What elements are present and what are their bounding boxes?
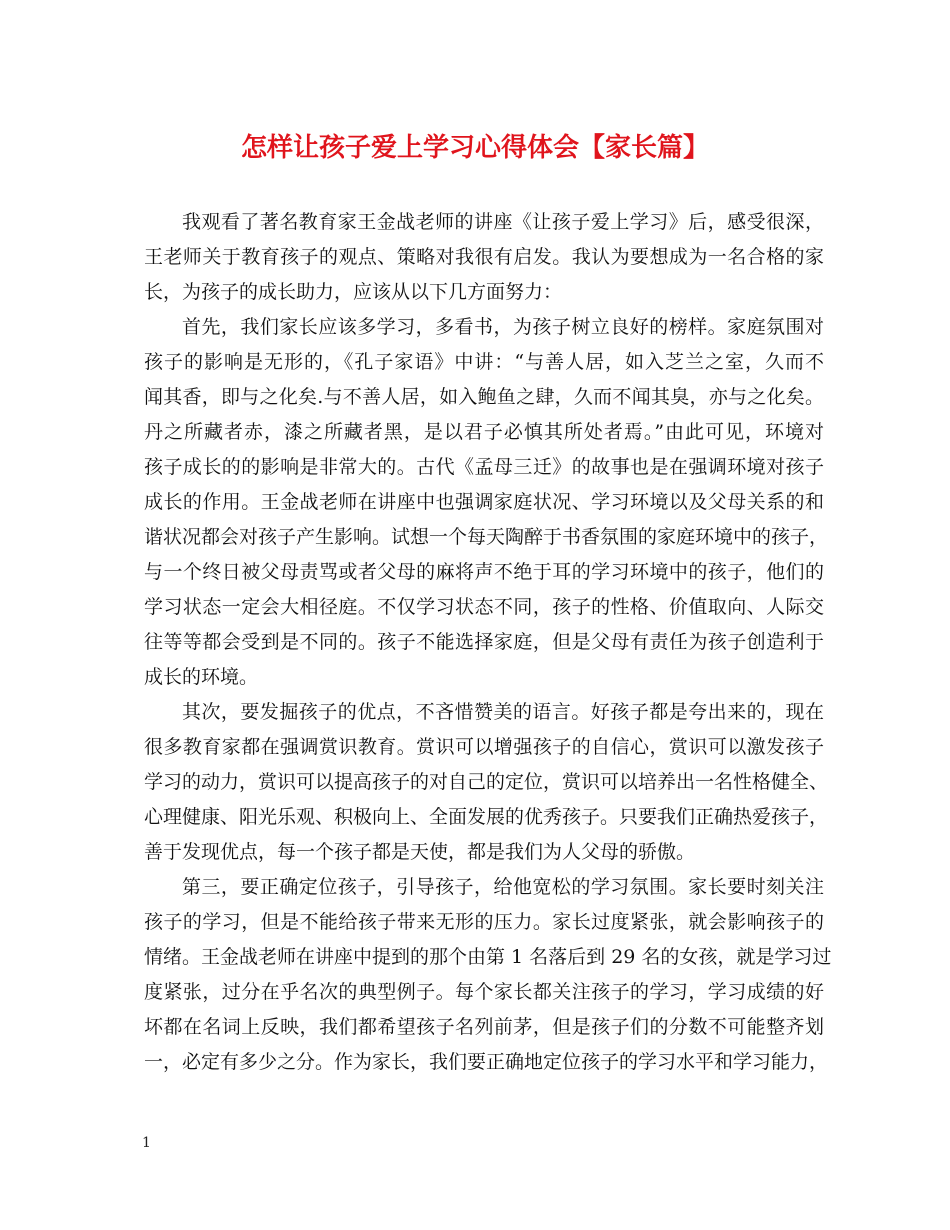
paragraph-line: 成长的环境。: [144, 666, 259, 688]
paragraph-line: 第三，要正确定位孩子，引导孩子，给他宽松的学习氛围。家长要时刻关注: [182, 876, 824, 898]
paragraph-line: 学习的动力，赏识可以提高孩子的对自己的定位，赏识可以培养出一名性格健全、: [144, 771, 829, 793]
paragraph-line: 情绪。王金战老师在讲座中提到的那个由第 1 名落后到 29 名的女孩，就是学习过: [144, 946, 832, 968]
paragraph-line: 其次，要发掘孩子的优点，不吝惜赞美的语言。好孩子都是夸出来的，现在: [182, 701, 824, 723]
paragraph-line: 往等等都会受到是不同的。孩子不能选择家庭，但是父母有责任为孩子创造利于: [144, 631, 824, 653]
paragraph-line: 很多教育家都在强调赏识教育。赏识可以增强孩子的自信心，赏识可以激发孩子: [144, 736, 824, 758]
paragraph-line: 与一个终日被父母责骂或者父母的麻将声不绝于耳的学习环境中的孩子，他们的: [144, 561, 824, 583]
paragraph-line: 我观看了著名教育家王金战老师的讲座《让孩子爱上学习》后，感受很深，: [182, 211, 824, 233]
paragraph-line: 王老师关于教育孩子的观点、策略对我很有启发。我认为要想成为一名合格的家: [144, 246, 824, 268]
document-title: 怎样让孩子爱上学习心得体会【家长篇】: [240, 133, 709, 163]
page-number: 1: [142, 1135, 151, 1151]
paragraph-line: 首先，我们家长应该多学习，多看书，为孩子树立良好的榜样。家庭氛围对: [182, 316, 824, 338]
paragraph-line: 孩子成长的的影响是非常大的。古代《孟母三迁》的故事也是在强调环境对孩子: [144, 456, 824, 478]
paragraph-line: 成长的作用。王金战老师在讲座中也强调家庭状况、学习环境以及父母关系的和: [144, 491, 824, 513]
paragraph-line: 谐状况都会对孩子产生影响。试想一个每天陶醉于书香氛围的家庭环境中的孩子，: [144, 526, 829, 548]
paragraph-line: 善于发现优点，每一个孩子都是天使，都是我们为人父母的骄傲。: [144, 841, 696, 863]
paragraph-line: 坏都在名词上反映，我们都希望孩子名列前茅，但是孩子们的分数不可能整齐划: [144, 1016, 824, 1038]
paragraph-line: 孩子的学习，但是不能给孩子带来无形的压力。家长过度紧张，就会影响孩子的: [144, 911, 824, 933]
paragraph-line: 心理健康、阳光乐观、积极向上、全面发展的优秀孩子。只要我们正确热爱孩子，: [144, 806, 829, 828]
paragraph-line: 丹之所藏者赤，漆之所藏者黑，是以君子必慎其所处者焉。”由此可见，环境对: [144, 421, 824, 443]
paragraph-line: 学习状态一定会大相径庭。不仅学习状态不同，孩子的性格、价值取向、人际交: [144, 596, 824, 618]
document-body: [144, 205, 832, 1080]
paragraph-line: 闻其香，即与之化矣.与不善人居，如入鲍鱼之肆，久而不闻其臭，亦与之化矣。: [144, 386, 824, 408]
paragraph-line: 孩子的影响是无形的，《孔子家语》中讲：“与善人居，如入芝兰之室，久而不: [144, 351, 824, 373]
paragraph-line: 度紧张，过分在乎名次的典型例子。每个家长都关注孩子的学习，学习成绩的好: [144, 981, 824, 1003]
paragraph-line: 一，必定有多少之分。作为家长，我们要正确地定位孩子的学习水平和学习能力，: [144, 1051, 829, 1073]
paragraph-line: 长，为孩子的成长助力，应该从以下几方面努力：: [144, 281, 563, 303]
